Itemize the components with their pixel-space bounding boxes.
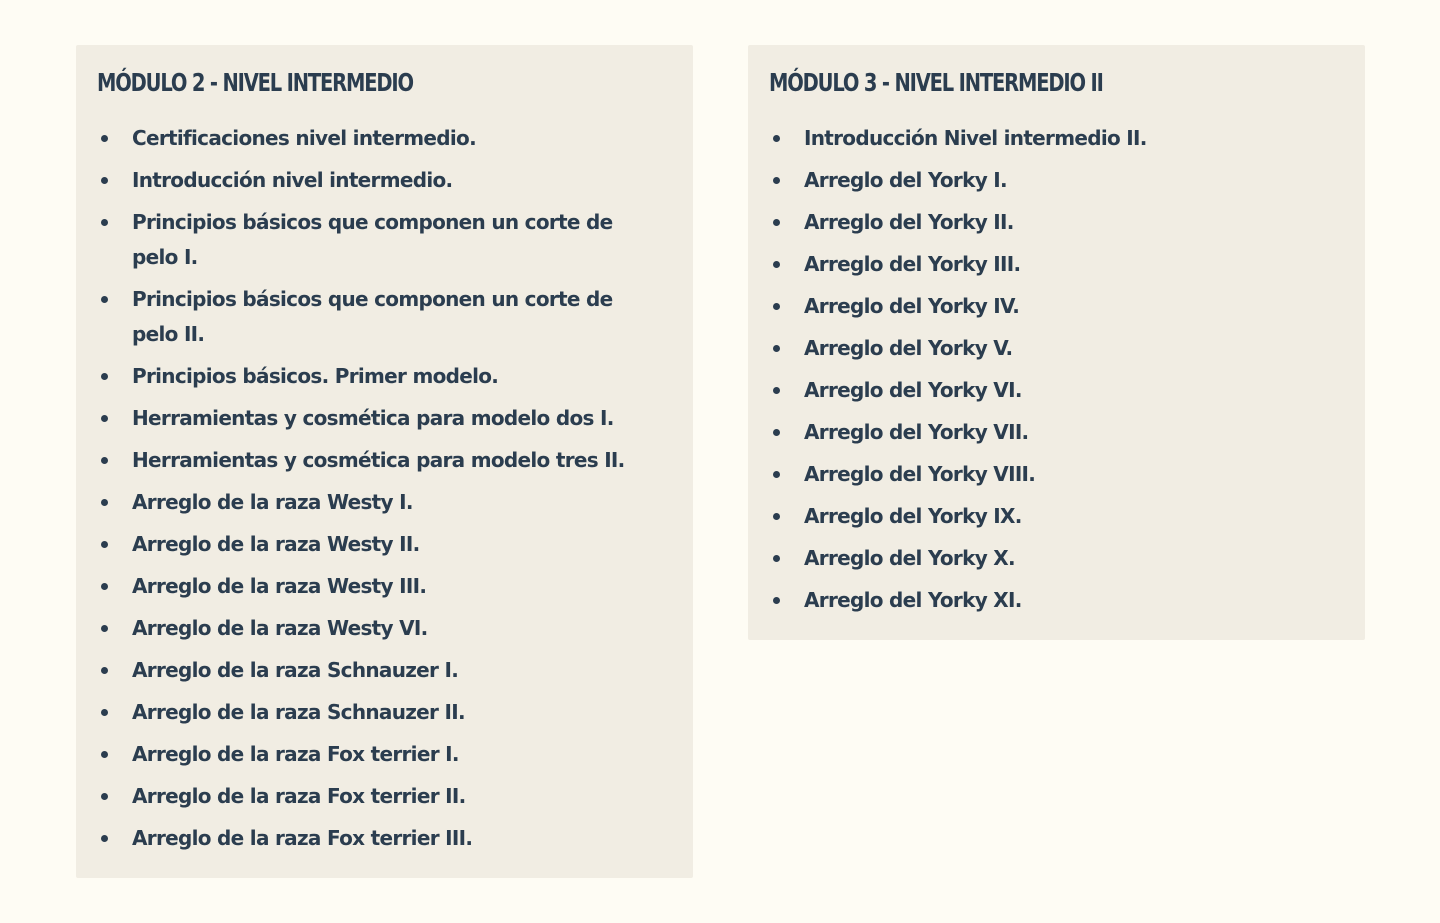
topic-item-text: Arreglo del Yorky XI. <box>804 587 1022 612</box>
module-3-title: MÓDULO 3 - NIVEL INTERMEDIO II <box>769 68 1103 97</box>
topic-item-text: Principios básicos. Primer modelo. <box>132 363 499 388</box>
topic-item-text: Arreglo del Yorky VI. <box>804 377 1022 402</box>
bullet-dot-icon <box>101 135 108 142</box>
topic-item-text: Arreglo de la raza Fox terrier II. <box>132 783 466 808</box>
topic-item-text: Arreglo del Yorky IX. <box>804 503 1022 528</box>
bullet-dot-icon <box>101 457 108 464</box>
bullet-dot-icon <box>773 177 780 184</box>
bullet-dot-icon <box>101 541 108 548</box>
bullet-dot-icon <box>773 261 780 268</box>
topic-item-text: Arreglo de la raza Schnauzer I. <box>132 657 459 682</box>
topic-item-text: Arreglo del Yorky VII. <box>804 419 1029 444</box>
bullet-dot-icon <box>101 177 108 184</box>
topic-item-text: Introducción Nivel intermedio II. <box>804 125 1147 150</box>
bullet-dot-icon <box>101 583 108 590</box>
topic-item-text: Arreglo de la raza Westy III. <box>132 573 427 598</box>
bullet-dot-icon <box>101 625 108 632</box>
topic-item-text: Arreglo del Yorky V. <box>804 335 1013 360</box>
topic-item-text: Arreglo de la raza Fox terrier III. <box>132 825 473 850</box>
topic-item-text: Arreglo de la raza Schnauzer II. <box>132 699 465 724</box>
bullet-dot-icon <box>101 415 108 422</box>
bullet-dot-icon <box>101 373 108 380</box>
topic-item-text: Principios básicos que componen un corte de <box>132 286 613 311</box>
bullet-dot-icon <box>101 793 108 800</box>
topic-item-text: Introducción nivel intermedio. <box>132 167 453 192</box>
topic-item-text: Herramientas y cosmética para modelo tres II. <box>132 447 625 472</box>
module-3-card <box>748 45 1365 640</box>
topic-item-text: Arreglo del Yorky III. <box>804 251 1021 276</box>
topic-item-text: Arreglo del Yorky X. <box>804 545 1015 570</box>
topic-item-text: Certificaciones nivel intermedio. <box>132 125 476 150</box>
bullet-dot-icon <box>101 296 108 303</box>
topic-item-text: Arreglo de la raza Westy II. <box>132 531 420 556</box>
topic-item-text: Arreglo del Yorky VIII. <box>804 461 1036 486</box>
bullet-dot-icon <box>773 429 780 436</box>
bullet-dot-icon <box>773 471 780 478</box>
bullet-dot-icon <box>773 219 780 226</box>
topic-item-text: pelo II. <box>132 321 205 346</box>
bullet-dot-icon <box>773 135 780 142</box>
topic-item-text: pelo I. <box>132 244 198 269</box>
bullet-dot-icon <box>773 555 780 562</box>
topic-item-text: Arreglo del Yorky II. <box>804 209 1014 234</box>
topic-item-text: Principios básicos que componen un corte de <box>132 209 613 234</box>
topic-item-text: Herramientas y cosmética para modelo dos I. <box>132 405 614 430</box>
topic-item-text: Arreglo del Yorky IV. <box>804 293 1020 318</box>
bullet-dot-icon <box>773 303 780 310</box>
module-2-title: MÓDULO 2 - NIVEL INTERMEDIO <box>97 68 413 97</box>
bullet-dot-icon <box>773 597 780 604</box>
bullet-dot-icon <box>101 709 108 716</box>
bullet-dot-icon <box>101 835 108 842</box>
bullet-dot-icon <box>773 513 780 520</box>
bullet-dot-icon <box>773 345 780 352</box>
topic-item-text: Arreglo de la raza Fox terrier I. <box>132 741 459 766</box>
bullet-dot-icon <box>101 219 108 226</box>
bullet-dot-icon <box>101 499 108 506</box>
bullet-dot-icon <box>773 387 780 394</box>
topic-item-text: Arreglo de la raza Westy I. <box>132 489 413 514</box>
bullet-dot-icon <box>101 751 108 758</box>
bullet-dot-icon <box>101 667 108 674</box>
topic-item-text: Arreglo de la raza Westy VI. <box>132 615 428 640</box>
module-2-card <box>76 45 693 878</box>
topic-item-text: Arreglo del Yorky I. <box>804 167 1007 192</box>
